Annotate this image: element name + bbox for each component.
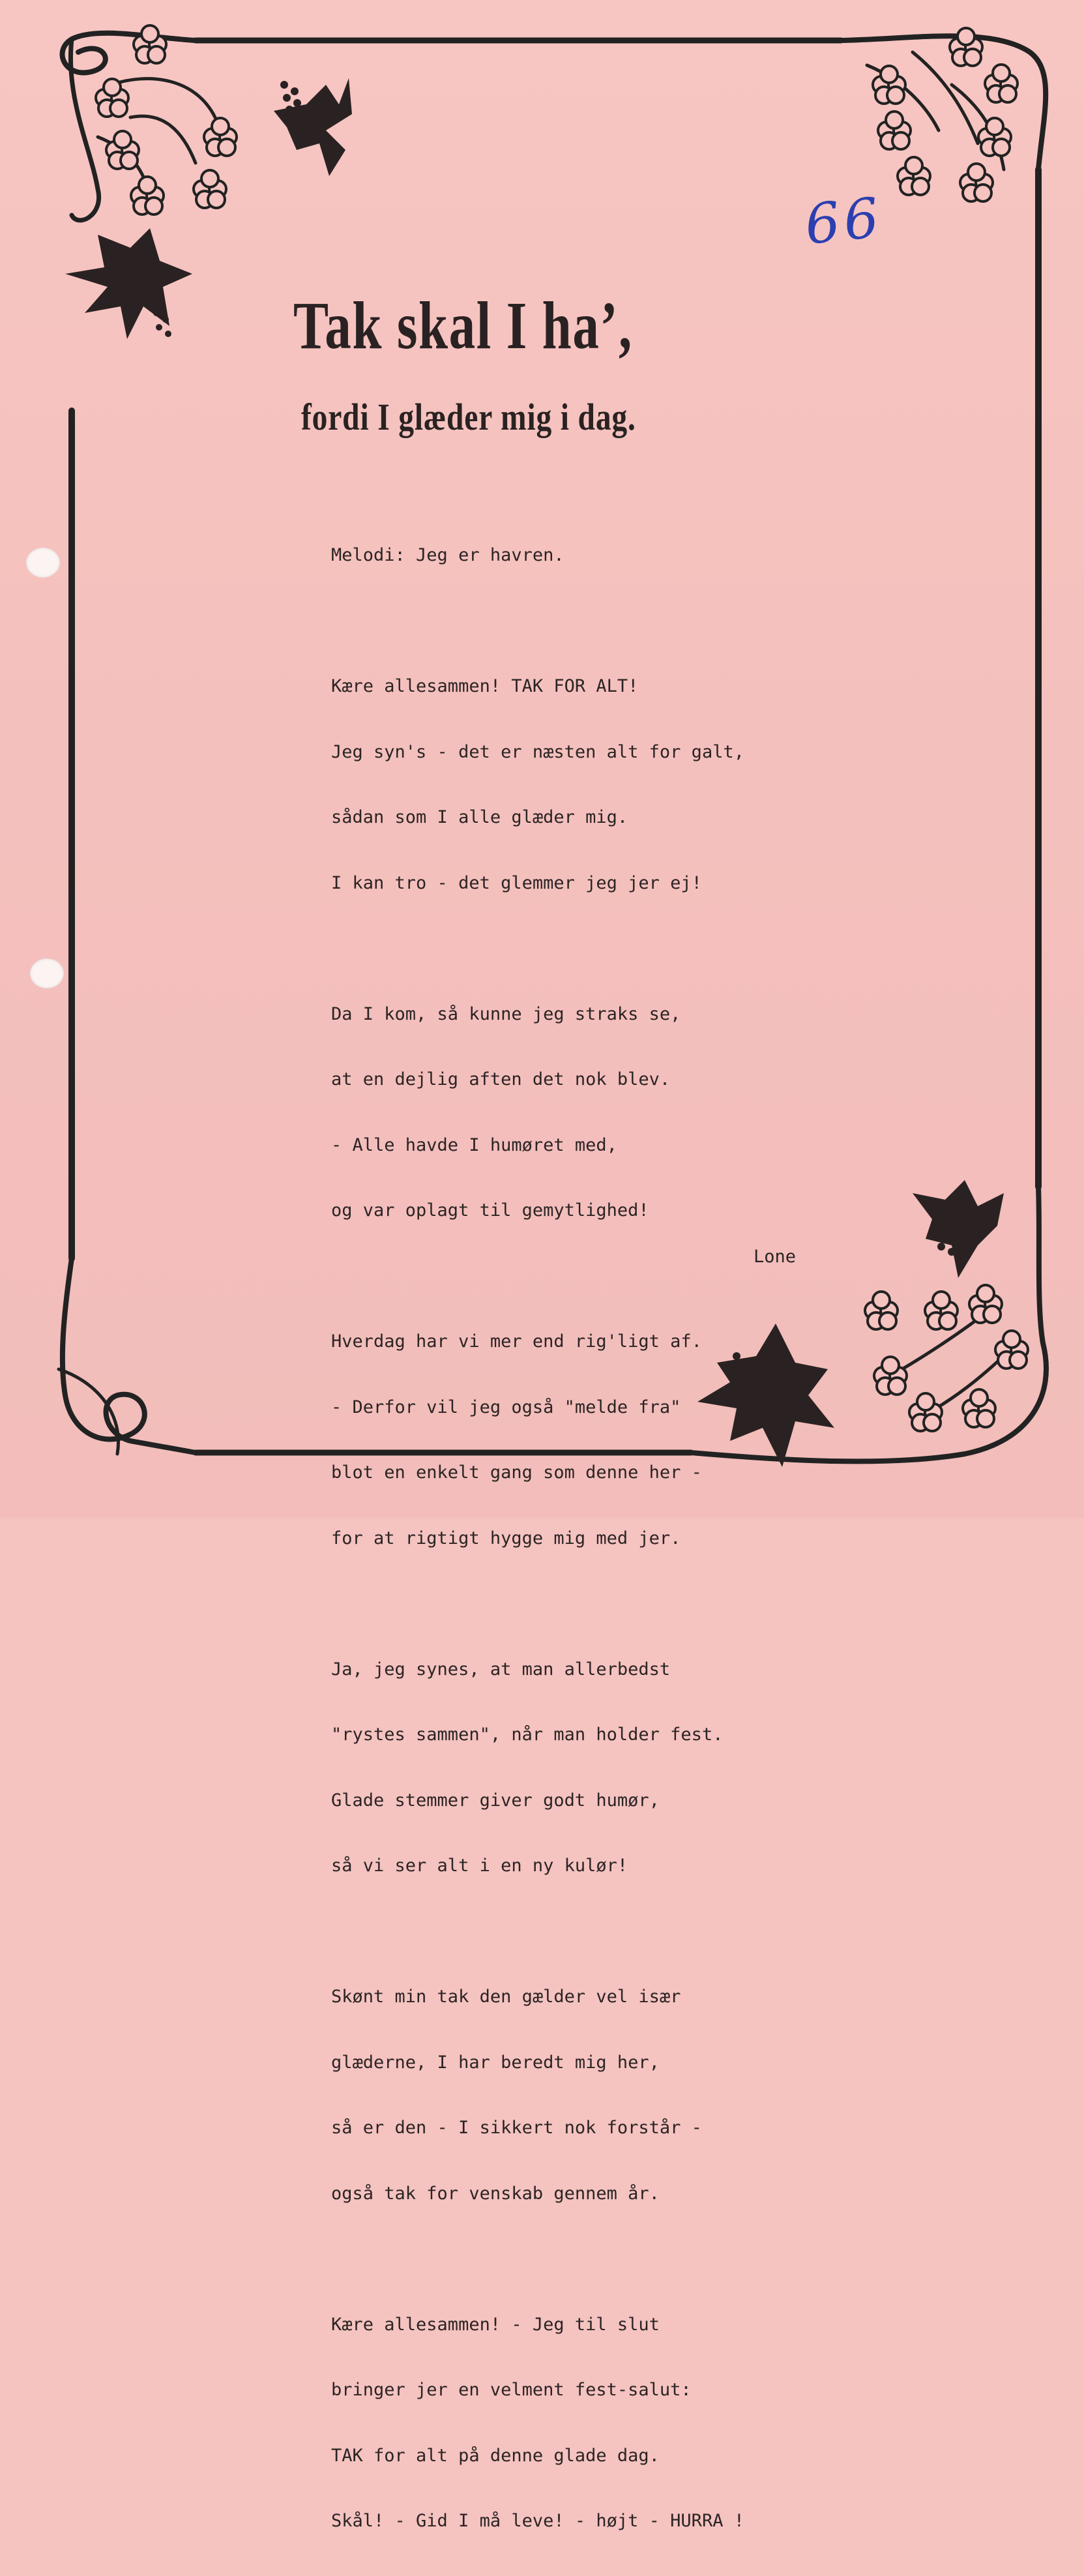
poem-line: Skønt min tak den gælder vel især — [331, 1987, 681, 2007]
handwritten-page-number: 66 — [802, 185, 886, 257]
poem-line: så er den - I sikkert nok forstår - — [331, 2118, 702, 2138]
flower-icon — [106, 131, 139, 169]
poem-line: for at rigtigt hygge mig med jer. — [331, 1528, 681, 1548]
poem-line: Da I kom, så kunne jeg straks se, — [331, 1003, 681, 1024]
poem-line: "rystes sammen", når man holder fest. — [331, 1725, 724, 1745]
poem-line: Jeg syn's - det er næsten alt for galt, — [331, 741, 744, 762]
flower-icon — [985, 65, 1018, 102]
poem-body — [331, 501, 744, 2576]
melody-line: Melodi: Jeg er havren. — [331, 545, 564, 565]
flower-icon — [134, 25, 166, 63]
poem-line: Ja, jeg synes, at man allerbedst — [331, 1659, 671, 1680]
poem-line: TAK for alt på denne glade dag. — [331, 2445, 660, 2466]
poem-line: Glade stemmer giver godt humør, — [331, 1790, 660, 1811]
poem-line: sådan som I alle glæder mig. — [331, 807, 628, 827]
flower-icon — [925, 1292, 958, 1329]
poem-line: også tak for venskab gennem år. — [331, 2183, 660, 2204]
flower-icon — [194, 170, 226, 208]
poem-line: glæderne, I har beredt mig her, — [331, 2052, 660, 2073]
flower-icon — [909, 1393, 942, 1431]
poem-line: blot en enkelt gang som denne her - — [331, 1462, 702, 1483]
punch-hole-upper — [26, 548, 60, 578]
flower-icon — [969, 1285, 1002, 1323]
leaf-icon — [274, 78, 352, 176]
poem-title: Tak skal I ha’, — [293, 288, 633, 363]
poem-subtitle: fordi I glæder mig i dag. — [301, 396, 636, 438]
poem-line: Skål! - Gid I må leve! - højt - HURRA ! — [331, 2511, 744, 2531]
poem-line: - Alle havde I humøret med, — [331, 1134, 617, 1155]
author-signature: Lone — [754, 1247, 797, 1267]
poem-line: Hverdag har vi mer end rig'ligt af. — [331, 1331, 702, 1352]
poem-line: så vi ser alt i en ny kulør! — [331, 1856, 628, 1876]
flower-icon — [898, 157, 930, 195]
poem-line: Kære allesammen! - Jeg til slut — [331, 2314, 660, 2335]
flower-icon — [878, 111, 911, 149]
flower-icon — [96, 79, 128, 117]
poem-line: bringer jer en velment fest-salut: — [331, 2380, 692, 2400]
poem-line: Kære allesammen! TAK FOR ALT! — [331, 676, 639, 696]
punch-hole-lower — [30, 958, 64, 988]
flower-icon — [204, 118, 237, 156]
flower-icon — [963, 1389, 995, 1427]
poem-line: og var oplagt til gemytlighed! — [331, 1200, 649, 1221]
flower-icon — [874, 1357, 907, 1395]
poem-line: at en dejlig aften det nok blev. — [331, 1069, 671, 1089]
poem-line: - Derfor vil jeg også "melde fra" — [331, 1397, 681, 1417]
leaf-icon — [65, 228, 192, 339]
flower-icon — [978, 118, 1011, 156]
flower-icon — [995, 1331, 1028, 1369]
flower-icon — [960, 164, 993, 201]
flower-icon — [865, 1292, 898, 1329]
leaf-icon — [913, 1180, 1004, 1278]
flower-icon — [131, 177, 164, 215]
poem-line: I kan tro - det glemmer jeg jer ej! — [331, 872, 702, 893]
